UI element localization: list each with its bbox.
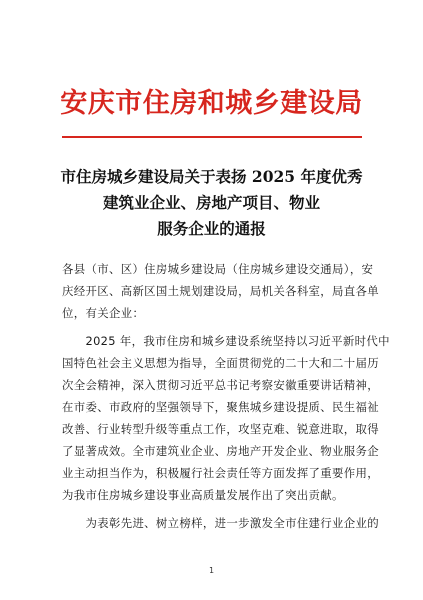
body-line: 了显著成效。全市建筑业企业、房地产开发企业、物业服务企: [62, 444, 379, 458]
document-body: [62, 258, 390, 534]
body-line: 2025 年，我市住房和城乡建设系统坚持以习近平新时代中: [62, 334, 390, 348]
page-number: 1: [208, 566, 215, 575]
body-line: 为表彰先进、树立榜样，进一步激发全市住建行业企业的: [62, 516, 379, 530]
body-line: 为我市住房城乡建设事业高质量发展作出了突出贡献。: [62, 488, 344, 502]
body-line: 业主动担当作为，积极履行社会责任等方面发挥了重要作用，: [62, 466, 379, 480]
letterhead-divider: [62, 136, 362, 138]
agency-letterhead: 安庆市住房和城乡建设局: [60, 88, 363, 119]
addressee-line: 各县（市、区）住房城乡建设局（住房城乡建设交通局），安: [62, 262, 374, 276]
document-title: [0, 164, 423, 242]
title-line-2: 建筑业企业、房地产项目、物业: [102, 193, 320, 212]
title-line-1: 市住房城乡建设局关于表扬 2025 年度优秀: [60, 167, 363, 186]
body-line: 改善、行业转型升级等重点工作，攻坚克难、锐意进取，取得: [62, 422, 379, 436]
addressee-line: 位，有关企业：: [62, 306, 145, 320]
body-line: 国特色社会主义思想为指导，全面贯彻党的二十大和二十届历: [62, 356, 379, 370]
body-line: 次全会精神，深入贯彻习近平总书记考察安徽重要讲话精神，: [62, 378, 379, 392]
body-line: 在市委、市政府的坚强领导下，聚焦城乡建设提质、民生福祉: [62, 400, 379, 414]
addressee-line: 庆经开区、高新区国土规划建设局，局机关各科室，局直各单: [62, 284, 379, 298]
title-line-3: 服务企业的通报: [157, 219, 266, 238]
